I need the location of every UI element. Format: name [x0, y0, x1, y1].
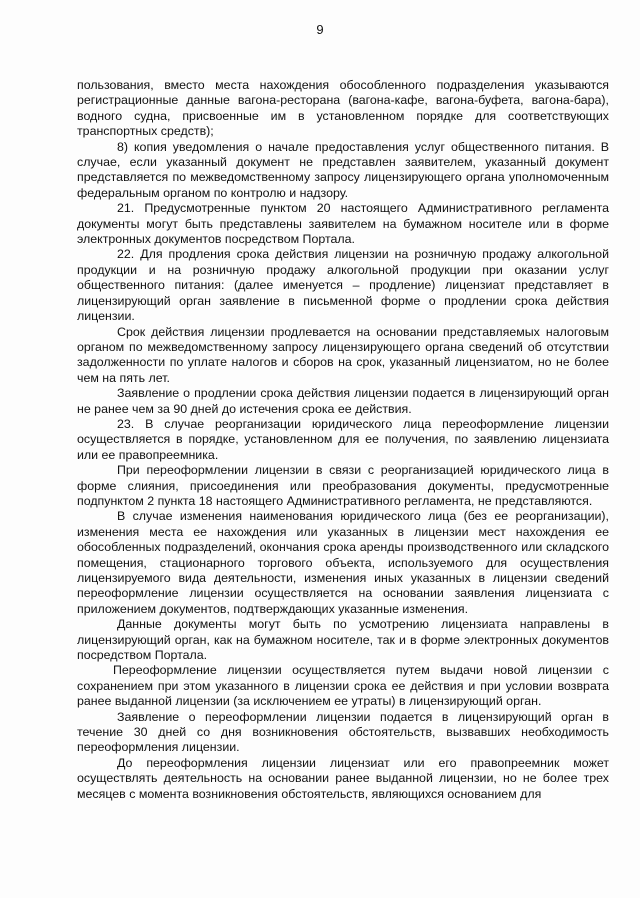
paragraph-extension-application: Заявление о продлении срока действия лицензии подается в лицензирующий орган не ранее чем за 90 дней до истечения срока ее действия. — [77, 386, 609, 416]
page-number: 9 — [316, 22, 324, 37]
paragraph-clause-23: 23. В случае реорганизации юридического лица переоформление лицензии осуществляется в порядке, установленном для ее получения, по заявлению лицензиата или ее правопреемника. — [77, 416, 609, 462]
document-body — [77, 78, 609, 802]
paragraph-reorganization: При переоформлении лицензии в связи с реорганизацией юридического лица в форме слияния, присоединения или преобразования документы, предусмотренные подпунктом 2 пункта 18 настоящего Административного регламента, не представляются. — [77, 463, 609, 508]
paragraph-reissue-deadline: Заявление о переоформлении лицензии подается в лицензирующий орган в течение 30 дней со дня возникновения обстоятельств, вызвавших необходимость переоформления лицензии. — [77, 709, 609, 755]
paragraph-name-change: В случае изменения наименования юридического лица (без ее реорганизации), изменения места ее нахождения или указанных в лицензии мест нахождения ее обособленных подразделений, окончания срока аренды производственного или складского помещения, стационарного торгового объекта, используемого для осуществления лицензируемого вида деятельности, изменения иных указанных в лицензии сведений переоформление лицензии осуществляется на основании заявления лицензиата с приложением документов, подтверждающих указанные изменения. — [77, 509, 609, 616]
paragraph-reissue-method: Переоформление лицензии осуществляется путем выдачи новой лицензии с сохранением при этом указанного в лицензии срока ее действия и при условии возврата ранее выданной лицензии (за исключением ее утраты) в лицензирующий орган. — [77, 663, 609, 709]
paragraph-extension-term: Срок действия лицензии продлевается на основании представляемых налоговым органом по межведомственному запросу лицензирующего органа сведений об отсутствии задолженности по уплате налогов и сборов на срок, указанный лицензиатом, но не более чем на пять лет. — [77, 324, 609, 385]
paragraph-continuation: пользования, вместо места нахождения обособленного подразделения указываются регистрационные данные вагона-ресторана (вагона-кафе, вагона-буфета, вагона-бара), водного судна, присвоенные им в установленном порядке для соответствующих транспортных средств); — [77, 78, 609, 139]
paragraph-interim-activity: До переоформления лицензии лицензиат или его правопреемник может осуществлять деятельность на основании ранее выданной лицензии, но не более трех месяцев с момента возникновения обстоятельств, являющихся основанием для — [77, 755, 609, 801]
paragraph-documents-submission: Данные документы могут быть по усмотрению лицензиата направлены в лицензирующий орган, как на бумажном носителе, так и в форме электронных документов посредством Портала. — [77, 617, 609, 663]
paragraph-clause-22: 22. Для продления срока действия лицензии на розничную продажу алкогольной продукции и на розничную продажу алкогольной продукции при оказании услуг общественного питания: (далее именуется – продление) лицензиат представляет в лицензирующий орган заявление в письменной форме о продлении срока действия лицензии. — [77, 247, 609, 324]
paragraph-item-8: 8) копия уведомления о начале предоставления услуг общественного питания. В случае, если указанный документ не представлен заявителем, указанный документ представляется по межведомственному запросу лицензирующего органа уполномоченным федеральным органом по контролю и надзору. — [77, 139, 609, 200]
paragraph-clause-21: 21. Предусмотренные пунктом 20 настоящего Административного регламента документы могут быть представлены заявителем на бумажном носителе или в форме электронных документов посредством Портала. — [77, 201, 609, 247]
